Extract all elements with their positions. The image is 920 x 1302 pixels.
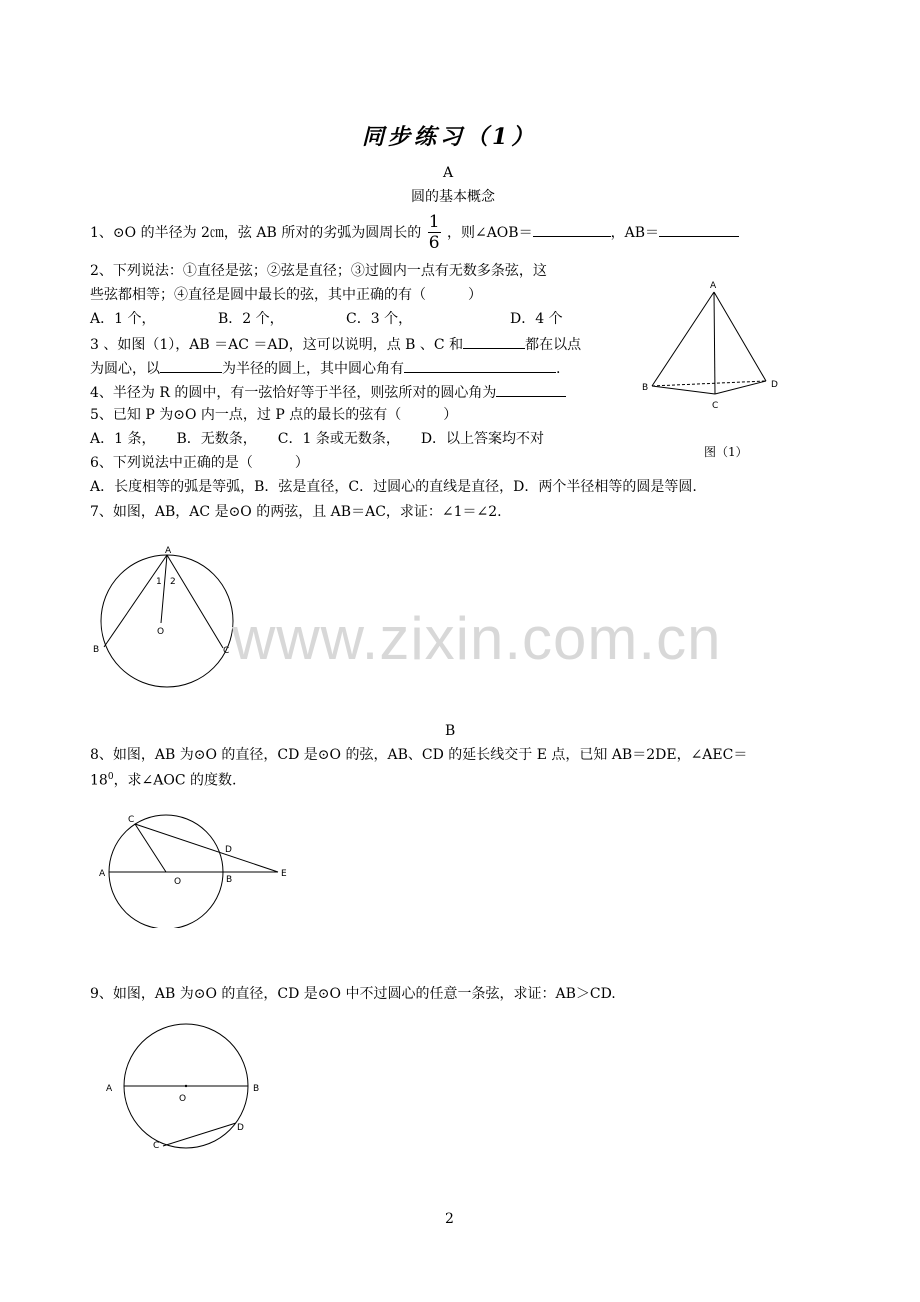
q1-angle-text: ，则∠AOB＝ <box>446 225 533 241</box>
q6-text: 6、下列说法中正确的是（ ） <box>90 455 309 471</box>
q8-line-1: 8、如图，AB 为⊙O 的直径，CD 是⊙O 的弦，AB、CD 的延长线交于 E 点，已知 AB＝2DE，∠AEC＝ <box>90 747 748 763</box>
question-1 <box>90 214 739 252</box>
fig1-label-a: A <box>710 281 717 291</box>
section-subtitle: 圆的基本概念 <box>411 189 495 205</box>
q2-option-a: A．1 个， <box>90 311 156 327</box>
q3-text-2: 都在以点 <box>525 337 582 353</box>
q5-options: A．1 条， B．无数条， C．1 条或无数条， D．以上答案均不对 <box>90 431 545 447</box>
figure-q7-diagram <box>85 540 255 690</box>
figure-1-diagram <box>630 270 800 420</box>
fig8-label-o: O <box>174 877 182 887</box>
fraction-denominator: 6 <box>428 233 440 253</box>
q3-text-1: 3 、如图（1），AB ＝AC ＝AD，这可以说明，点 B 、C 和 <box>90 337 464 353</box>
fig8-label-e: E <box>281 869 287 879</box>
q4-text: 4、半径为 R 的圆中，有一弦恰好等于半径，则弦所对的圆心角为 <box>90 385 497 401</box>
fig7-label-b: B <box>93 645 100 655</box>
q1-ab-text: ，AB＝ <box>610 225 659 241</box>
q3-angles-blank <box>404 360 556 373</box>
fig9-label-o: O <box>179 1094 187 1104</box>
figure-q8-diagram <box>95 808 305 928</box>
q1-ab-blank <box>659 224 739 237</box>
q5-text: 5、已知 P 为⊙O 内一点，过 P 点的最长的弦有（ ） <box>90 407 458 423</box>
watermark: www.zixin.com.cn <box>232 605 722 672</box>
q2-option-b: B．2 个， <box>218 311 284 327</box>
q6-options: A．长度相等的弧是等弧，B．弦是直径，C．过圆心的直线是直径，D．两个半径相等的圆是等圆. <box>90 479 697 495</box>
q2-option-c: C．3 个， <box>346 311 413 327</box>
q4-blank <box>496 384 566 397</box>
page-number: 2 <box>445 1211 454 1227</box>
fig7-angle-2: 2 <box>170 577 176 587</box>
q3-text-5: . <box>556 361 561 377</box>
page-title: 同步练习（1） <box>362 124 538 150</box>
q3-radius-blank <box>160 360 222 373</box>
q3-text-3: 为圆心，以 <box>90 361 160 377</box>
section-a-label: A <box>443 165 454 181</box>
q2-line-1: 2、下列说法：①直径是弦；②弦是直径；③过圆内一点有无数多条弦，这 <box>90 263 547 279</box>
q8-line-2 <box>90 773 237 788</box>
fig7-label-o: O <box>157 627 165 637</box>
fraction-numerator: 1 <box>428 212 440 232</box>
fig8-label-a: A <box>99 869 106 879</box>
fraction-one-sixth <box>428 214 441 252</box>
q7-text: 7、如图，AB，AC 是⊙O 的两弦，且 AB＝AC，求证：∠1＝∠2. <box>90 504 502 520</box>
fig8-label-c: C <box>128 815 135 825</box>
fig8-label-b: B <box>226 875 233 885</box>
q8-degree-sup: 0 <box>107 772 114 782</box>
fig9-label-d: D <box>237 1123 244 1133</box>
fig9-label-c: C <box>153 1141 160 1151</box>
fig9-label-b: B <box>253 1084 260 1094</box>
fig7-angle-1: 1 <box>156 577 162 587</box>
fig9-label-a: A <box>106 1084 113 1094</box>
q3-line-1 <box>90 336 581 352</box>
q2-line-2: 些弦都相等；④直径是圆中最长的弦，其中正确的有（ ） <box>90 287 482 303</box>
fig1-label-c: C <box>712 401 719 411</box>
figure-q9-diagram <box>100 1022 280 1158</box>
q3-line-2 <box>90 360 560 376</box>
q8-text-end: ，求∠AOC 的度数. <box>113 772 237 789</box>
q3-text-4: 为半径的圆上，其中圆心角有 <box>222 361 404 377</box>
q9-text: 9、如图，AB 为⊙O 的直径，CD 是⊙O 中不过圆心的任意一条弦，求证：AB＞CD. <box>90 986 616 1002</box>
q1-text: 1、⊙O 的半径为 2㎝，弦 AB 所对的劣弧为圆周长的 <box>90 225 422 241</box>
q1-angle-blank <box>533 224 611 237</box>
fig9-center-dot <box>185 1085 187 1087</box>
q8-degree-value: 18 <box>90 772 108 789</box>
fig1-label-b: B <box>642 383 649 393</box>
section-b-label: B <box>445 723 456 739</box>
figure-1-caption: 图（1） <box>704 445 748 459</box>
fig1-label-d: D <box>771 380 778 390</box>
q2-option-d: D．4 个 <box>510 311 563 327</box>
question-4 <box>90 384 566 400</box>
fig8-label-d: D <box>225 845 232 855</box>
q3-point-blank <box>463 336 525 349</box>
fig7-label-a: A <box>165 546 172 556</box>
fig7-label-c: C <box>223 646 230 656</box>
